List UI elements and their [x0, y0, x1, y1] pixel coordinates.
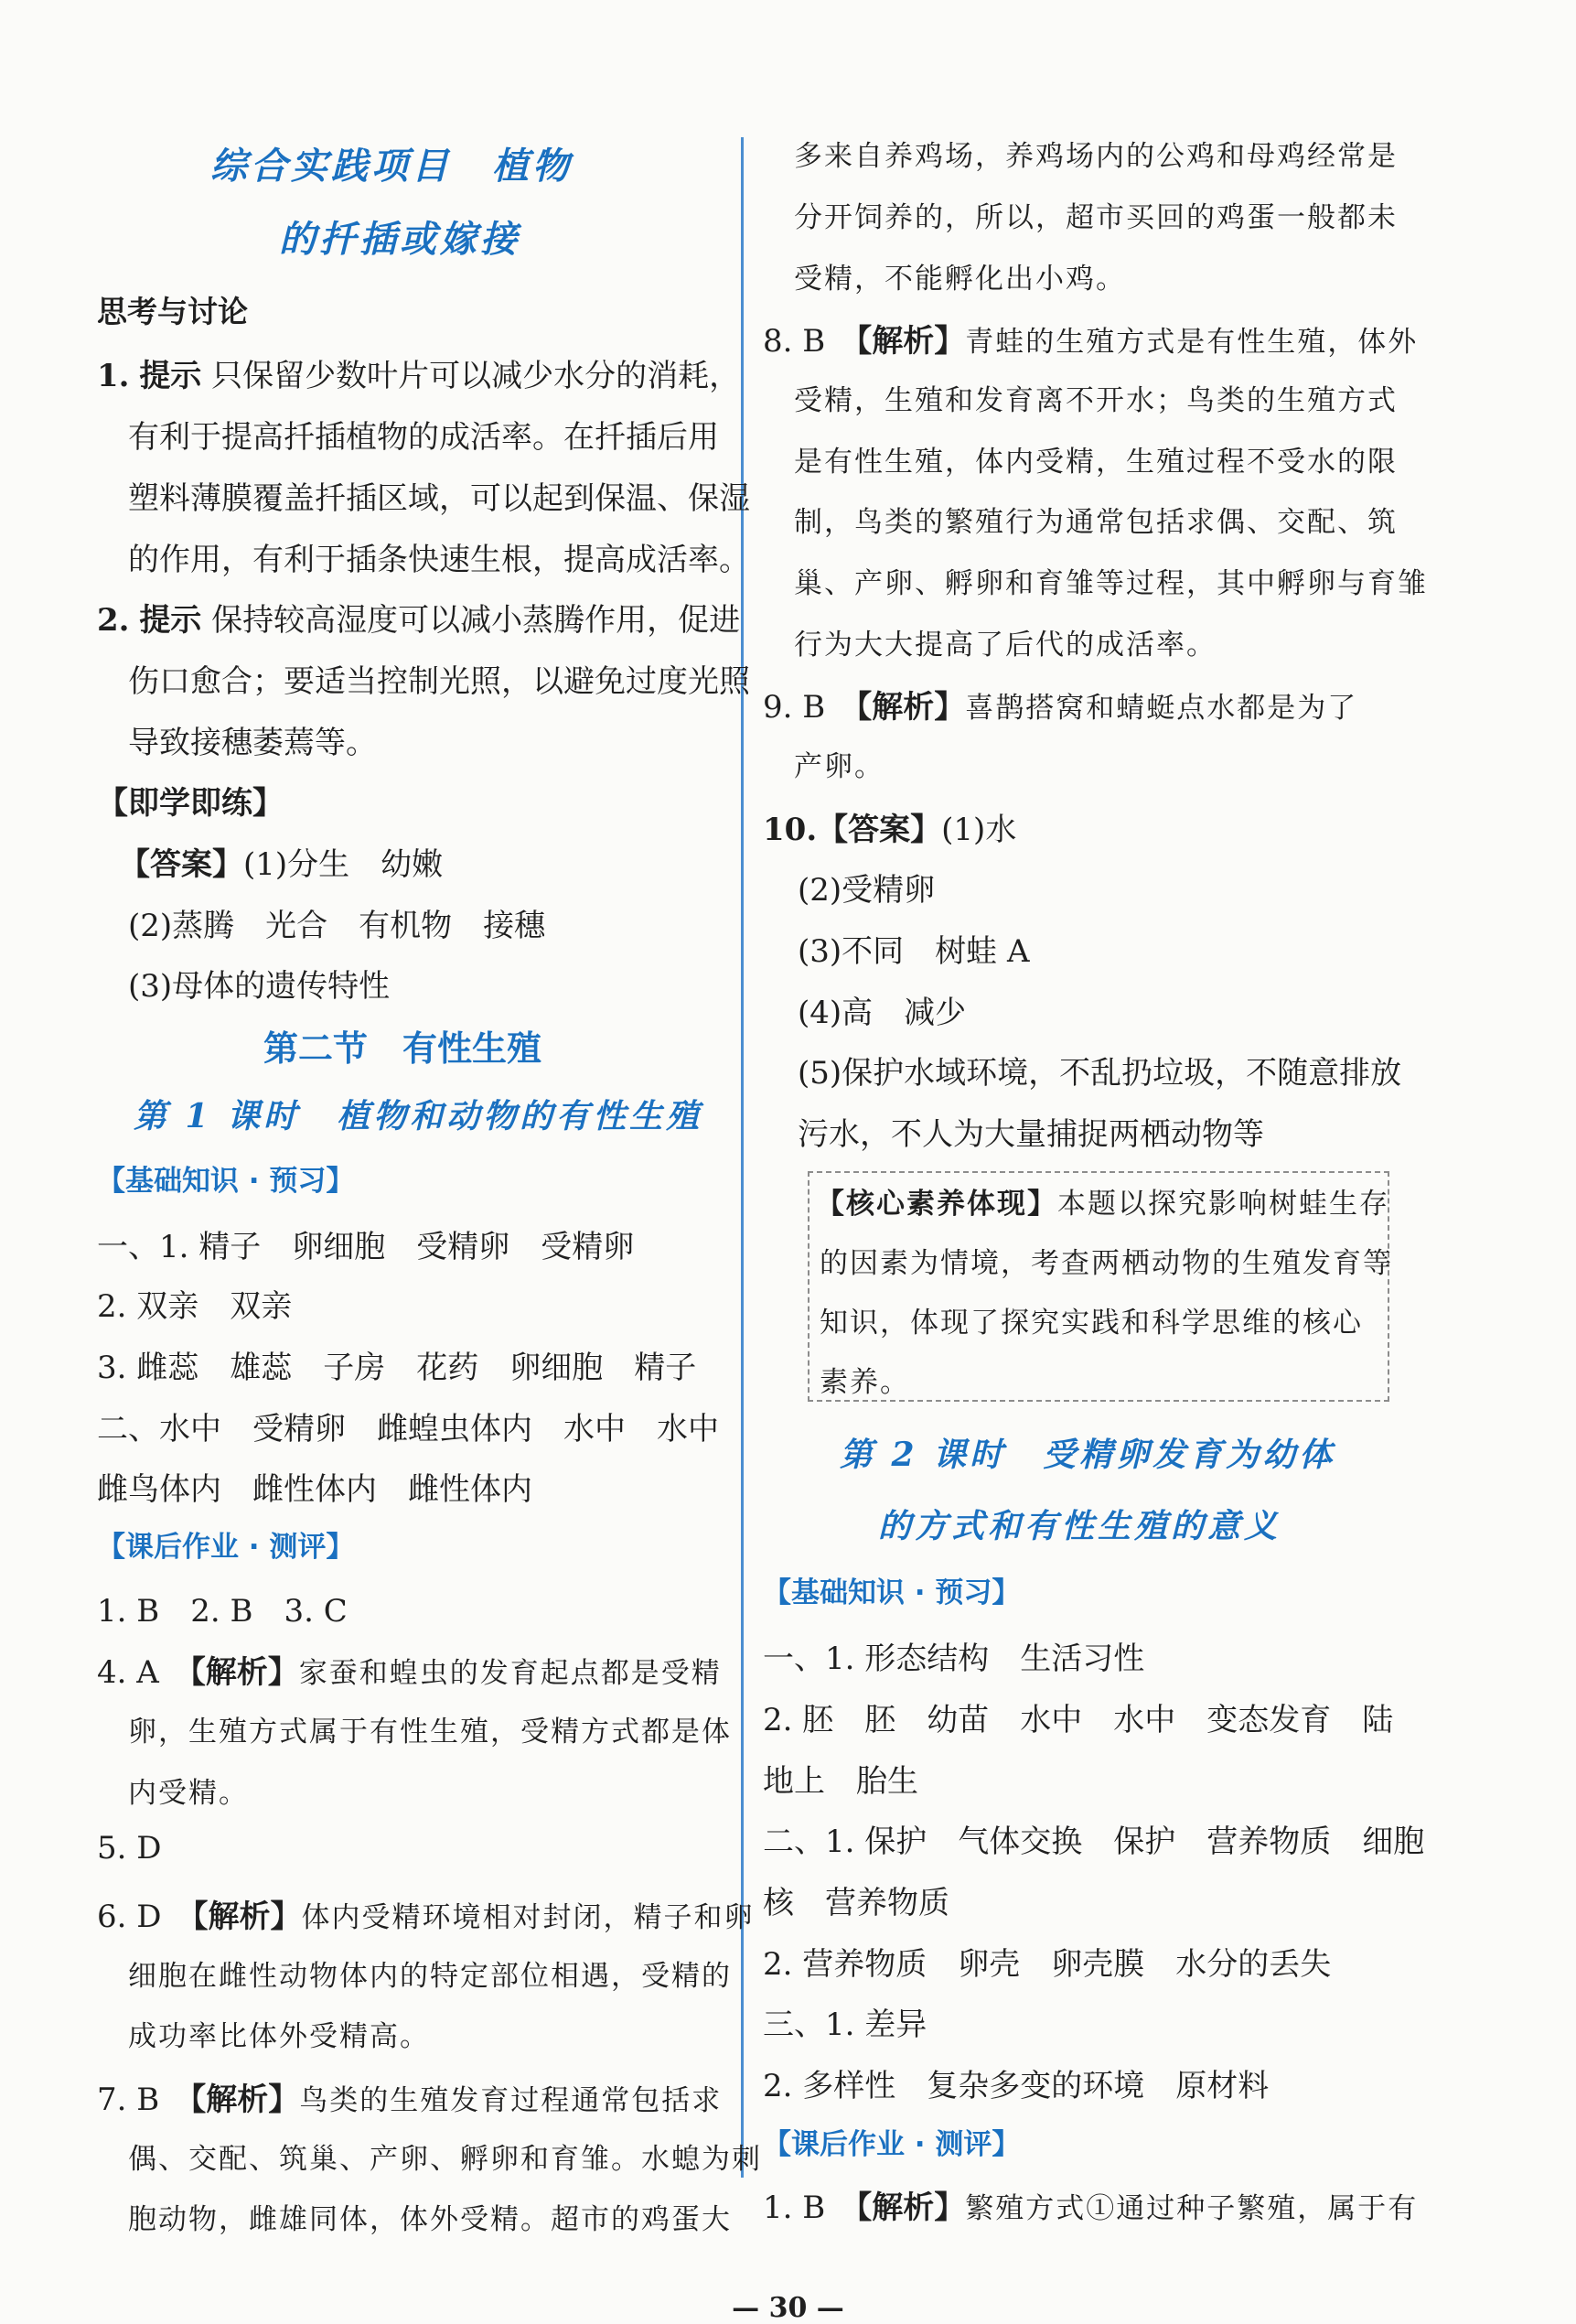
basic-line: 三、1. 差异 [763, 2007, 927, 2043]
q8-line: 行为大大提高了后代的成活率。 [794, 629, 1217, 662]
practice-answer-2: (2)蒸腾 光合 有机物 接穗 [128, 908, 546, 944]
q2-first-line: 2. 提示 保持较高湿度可以减小蒸腾作用，促进 [97, 602, 741, 639]
basic-line: 2. 双亲 双亲 [97, 1288, 293, 1325]
homework-tag: 【课后作业 · 测评】 [97, 1531, 355, 1564]
q8-line: 制，鸟类的繁殖行为通常包括求偶、交配、筑 [794, 506, 1398, 539]
q9-line: 产卵。 [794, 750, 884, 783]
basic-line: 一、1. 形态结构 生活习性 [763, 1641, 1145, 1677]
basic-line: 雌鸟体内 雌性体内 雌性体内 [97, 1471, 532, 1508]
page-number: — 30 — [732, 2292, 844, 2324]
q4-line: 内受精。 [128, 1777, 249, 1810]
q10-line: (5)保护水域环境，不乱扔垃圾，不随意排放 [798, 1055, 1402, 1092]
core-first-line: 【核心素养体现】本题以探究影响树蛙生存 [816, 1188, 1389, 1221]
basic-line: 二、水中 受精卵 雌蝗虫体内 水中 水中 [97, 1411, 719, 1447]
q2-line: 导致接穗萎蔫等。 [128, 725, 377, 761]
q6-line: 成功率比体外受精高。 [128, 2020, 430, 2053]
core-line: 知识，体现了探究实践和科学思维的核心 [820, 1307, 1363, 1340]
q7-line: 偶、交配、筑巢、产卵、孵卵和育雏。水螅为刺 [128, 2143, 762, 2176]
q8-line: 是有性生殖，体内受精，生殖过程不受水的限 [794, 446, 1398, 479]
lesson2-title-line1: 第 2 课时 受精卵发育为幼体 [840, 1436, 1336, 1474]
basic-line: 核 营养物质 [763, 1885, 949, 1921]
q4-first-line: 4. A 【解析】家蚕和蝗虫的发育起点都是受精 [97, 1654, 722, 1691]
q4-line: 卵，生殖方式属于有性生殖，受精方式都是体 [128, 1716, 732, 1748]
q7-first-line: 7. B 【解析】鸟类的生殖发育过程通常包括求 [97, 2082, 723, 2118]
section-title: 第二节 有性生殖 [263, 1028, 542, 1069]
q1-line: 塑料薄膜覆盖扦插区域，可以起到保温、保湿 [128, 480, 750, 517]
q10-line: (2)受精卵 [798, 872, 936, 909]
q7-cont-line: 分开饲养的，所以，超市买回的鸡蛋一般都未 [794, 201, 1398, 234]
q10-line: (3)不同 树蛙 A [798, 933, 1030, 970]
q1-line: 的作用，有利于插条快速生根，提高成活率。 [128, 542, 750, 578]
q8-first-line: 8. B 【解析】青蛙的生殖方式是有性生殖，体外 [763, 323, 1419, 360]
basic-line: 2. 胚 胚 幼苗 水中 水中 变态发育 陆 [763, 1702, 1394, 1738]
q7-line: 胞动物，雌雄同体，体外受精。超市的鸡蛋大 [128, 2203, 732, 2236]
practice-answer-1: 【答案】(1)分生 幼嫩 [119, 846, 444, 883]
basic-tag: 【基础知识 · 预习】 [763, 1576, 1021, 1609]
practice-answer-3: (3)母体的遗传特性 [128, 968, 391, 1005]
q1-first-line: 1. B 【解析】繁殖方式①通过种子繁殖，属于有 [763, 2190, 1419, 2226]
basic-line: 二、1. 保护 气体交换 保护 营养物质 细胞 [763, 1824, 1425, 1860]
project-title-line2: 的扦插或嫁接 [279, 218, 520, 261]
q10-line: (4)高 减少 [798, 995, 967, 1031]
q8-line: 受精，生殖和发育离不开水；鸟类的生殖方式 [794, 384, 1398, 417]
q1-line: 有利于提高扦插植物的成活率。在扦插后用 [128, 419, 719, 456]
q7-cont-line: 受精，不能孵化出小鸡。 [794, 263, 1126, 296]
lesson2-title-line2: 的方式和有性生殖的意义 [878, 1507, 1281, 1545]
q1-first-line: 1. 提示 只保留少数叶片可以减少水分的消耗， [97, 358, 741, 394]
homework-tag: 【课后作业 · 测评】 [763, 2128, 1021, 2161]
hw-line: 1. B 2. B 3. C [97, 1593, 348, 1630]
basic-line: 3. 雌蕊 雄蕊 子房 花药 卵细胞 精子 [97, 1350, 697, 1386]
project-title-line1: 综合实践项目 植物 [210, 145, 573, 188]
q10-first-line: 10.【答案】(1)水 [763, 812, 1017, 848]
q9-first-line: 9. B 【解析】喜鹊搭窝和蜻蜓点水都是为了 [763, 689, 1358, 726]
basic-line: 地上 胎生 [763, 1763, 918, 1800]
q6-first-line: 6. D 【解析】体内受精环境相对封闭，精子和卵 [97, 1899, 755, 1935]
q8-line: 巢、产卵、孵卵和育雏等过程，其中孵卵与育雏 [794, 567, 1428, 600]
practice-heading: 【即学即练】 [97, 785, 284, 822]
q7-cont-line: 多来自养鸡场，养鸡场内的公鸡和母鸡经常是 [794, 140, 1398, 173]
q10-line: 污水，不人为大量捕捉两栖动物等 [798, 1116, 1264, 1153]
basic-tag: 【基础知识 · 预习】 [97, 1165, 355, 1198]
column-divider [741, 137, 744, 2178]
core-line: 素养。 [820, 1366, 910, 1399]
basic-line: 一、1. 精子 卵细胞 受精卵 受精卵 [97, 1229, 635, 1265]
think-heading: 思考与讨论 [97, 294, 248, 329]
q2-line: 伤口愈合；要适当控制光照，以避免过度光照 [128, 663, 750, 700]
q6-line: 细胞在雌性动物体内的特定部位相遇，受精的 [128, 1960, 732, 1993]
basic-line: 2. 营养物质 卵壳 卵壳膜 水分的丢失 [763, 1946, 1332, 1983]
lesson1-title: 第 1 课时 植物和动物的有性生殖 [134, 1097, 703, 1135]
basic-line: 2. 多样性 复杂多变的环境 原材料 [763, 2068, 1270, 2104]
q5-line: 5. D [97, 1830, 162, 1867]
core-line: 的因素为情境，考查两栖动物的生殖发育等 [820, 1247, 1393, 1280]
